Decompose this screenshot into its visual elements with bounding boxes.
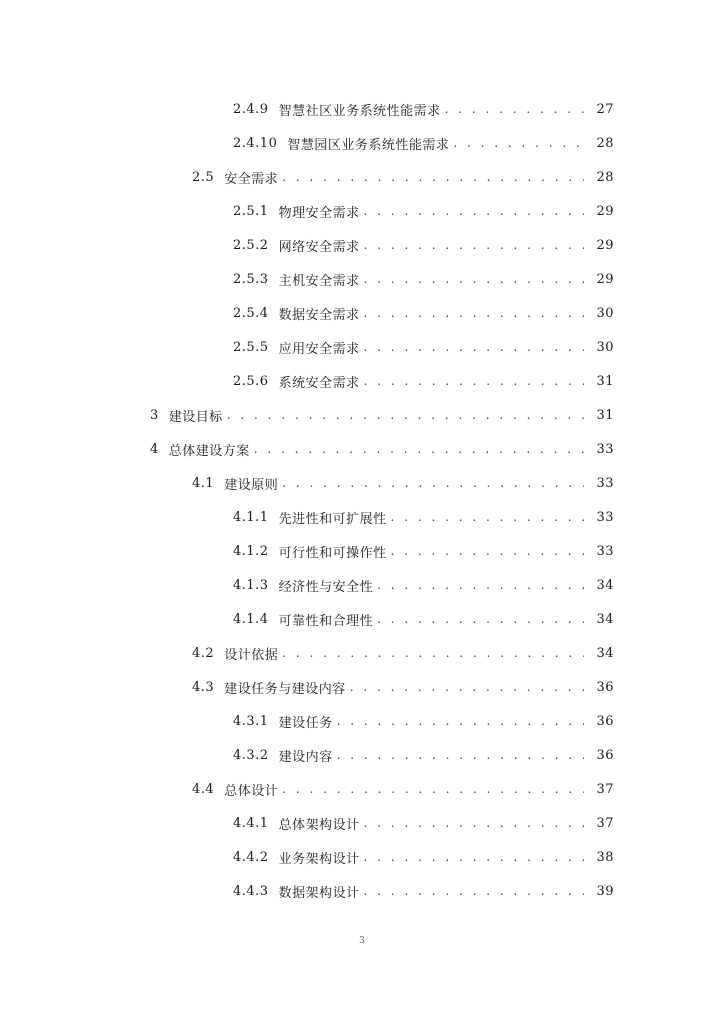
toc-entry[interactable] [0,568,724,602]
toc-entry-page: 29 [596,237,614,253]
toc-entry-page: 33 [596,509,614,525]
toc-entry[interactable] [0,296,724,330]
toc-entry-title: 先进性和可扩展性 [278,511,387,527]
toc-entry[interactable] [0,636,724,670]
toc-entry[interactable] [0,500,724,534]
toc-entry-title: 总体建设方案 [168,443,250,459]
toc-entry-page: 28 [596,135,614,151]
toc-entry-number: 4.1.3 [233,577,269,593]
table-of-contents [0,92,724,908]
toc-dot-leader [364,204,584,218]
toc-entry[interactable] [0,534,724,568]
toc-entry-number: 4.4.3 [233,883,269,899]
toc-entry-number: 4 [150,441,159,457]
toc-entry-page: 34 [596,645,614,661]
toc-entry[interactable] [0,160,724,194]
toc-entry[interactable] [0,92,724,126]
toc-entry-page: 28 [596,169,614,185]
toc-entry-number: 4.4 [192,781,215,797]
toc-dot-leader [377,578,584,592]
toc-entry-page: 36 [596,747,614,763]
toc-entry[interactable] [0,602,724,636]
toc-entry-page: 30 [596,339,614,355]
toc-dot-leader [364,850,584,864]
toc-entry-number: 2.5.5 [233,339,269,355]
toc-entry[interactable] [0,364,724,398]
toc-entry-page: 31 [596,373,614,389]
toc-entry-title: 数据架构设计 [278,885,360,901]
toc-entry-title: 可行性和可操作性 [278,545,387,561]
toc-entry-number: 2.5.2 [233,237,269,253]
toc-entry[interactable] [0,432,724,466]
toc-dot-leader [391,544,584,558]
toc-entry-title: 主机安全需求 [278,273,360,289]
toc-entry-number: 4.2 [192,645,215,661]
toc-entry-number: 4.4.2 [233,849,269,865]
toc-entry-title: 安全需求 [224,171,279,187]
toc-dot-leader [282,170,584,184]
toc-entry-number: 3 [150,407,159,423]
toc-entry-title: 智慧社区业务系统性能需求 [278,103,441,119]
toc-dot-leader [282,782,584,796]
toc-entry-page: 36 [596,679,614,695]
toc-entry-page: 34 [596,611,614,627]
toc-entry-page: 31 [596,407,614,423]
toc-entry-number: 4.3 [192,679,215,695]
toc-entry[interactable] [0,194,724,228]
toc-entry-number: 4.3.1 [233,713,269,729]
toc-dot-leader [337,748,584,762]
toc-entry-page: 29 [596,203,614,219]
toc-entry[interactable] [0,738,724,772]
toc-dot-leader [254,442,584,456]
toc-entry-title: 建设原则 [224,477,279,493]
toc-entry[interactable] [0,806,724,840]
toc-entry[interactable] [0,330,724,364]
toc-entry-number: 2.4.10 [233,135,278,151]
toc-entry-title: 总体架构设计 [278,817,360,833]
toc-dot-leader [453,136,584,150]
toc-entry-title: 业务架构设计 [278,851,360,867]
toc-entry-page: 30 [596,305,614,321]
toc-entry-title: 总体设计 [224,783,279,799]
toc-dot-leader [364,816,584,830]
toc-entry-page: 37 [596,781,614,797]
toc-entry-title: 应用安全需求 [278,341,360,357]
toc-entry-title: 建设内容 [278,749,333,765]
toc-entry-page: 38 [596,849,614,865]
toc-entry[interactable] [0,398,724,432]
toc-dot-leader [364,340,584,354]
toc-entry-title: 设计依据 [224,647,279,663]
toc-entry-number: 2.5.1 [233,203,269,219]
toc-entry-page: 33 [596,543,614,559]
toc-entry[interactable] [0,126,724,160]
toc-entry-page: 34 [596,577,614,593]
toc-entry-title: 系统安全需求 [278,375,360,391]
toc-entry-title: 可靠性和合理性 [278,613,374,629]
toc-entry-page: 33 [596,441,614,457]
toc-dot-leader [282,646,584,660]
toc-entry[interactable] [0,840,724,874]
toc-entry-title: 网络安全需求 [278,239,360,255]
toc-dot-leader [282,476,584,490]
toc-dot-leader [350,680,584,694]
toc-dot-leader [364,884,584,898]
toc-entry-title: 建设任务 [278,715,333,731]
toc-entry-number: 4.1.2 [233,543,269,559]
toc-entry-number: 2.5 [192,169,215,185]
toc-entry-page: 29 [596,271,614,287]
toc-entry-number: 4.4.1 [233,815,269,831]
toc-entry-page: 36 [596,713,614,729]
toc-entry-title: 智慧园区业务系统性能需求 [287,137,450,153]
toc-dot-leader [377,612,584,626]
toc-entry-page: 33 [596,475,614,491]
toc-dot-leader [445,102,584,116]
toc-entry-page: 37 [596,815,614,831]
toc-entry-title: 物理安全需求 [278,205,360,221]
toc-entry-number: 2.5.6 [233,373,269,389]
toc-entry[interactable] [0,874,724,908]
toc-dot-leader [364,272,584,286]
page-number: 3 [359,936,365,946]
toc-entry-title: 数据安全需求 [278,307,360,323]
toc-entry-number: 2.5.4 [233,305,269,321]
toc-entry[interactable] [0,670,724,704]
toc-entry-number: 2.5.3 [233,271,269,287]
toc-entry[interactable] [0,704,724,738]
toc-entry-title: 建设目标 [168,409,223,425]
toc-entry-title: 建设任务与建设内容 [224,681,346,697]
toc-dot-leader [364,374,584,388]
toc-entry-number: 4.1.1 [233,509,269,525]
toc-entry-page: 39 [596,883,614,899]
toc-entry[interactable] [0,466,724,500]
toc-entry[interactable] [0,262,724,296]
toc-entry-number: 4.1 [192,475,215,491]
toc-entry-page: 27 [596,101,614,117]
toc-entry-number: 4.1.4 [233,611,269,627]
toc-entry-number: 2.4.9 [233,101,269,117]
toc-entry[interactable] [0,772,724,806]
toc-entry[interactable] [0,228,724,262]
toc-dot-leader [337,714,584,728]
toc-dot-leader [227,408,584,422]
toc-dot-leader [391,510,584,524]
toc-dot-leader [364,306,584,320]
toc-dot-leader [364,238,584,252]
toc-entry-title: 经济性与安全性 [278,579,374,595]
toc-entry-number: 4.3.2 [233,747,269,763]
